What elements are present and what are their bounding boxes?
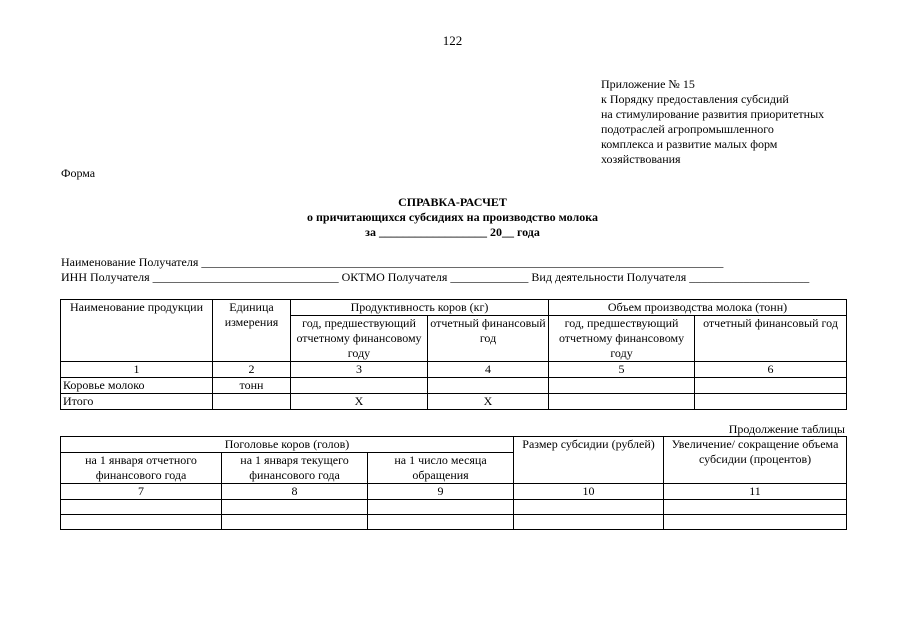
column-number: 3: [291, 362, 428, 378]
table-cell: [213, 394, 291, 410]
table-cell: тонн: [213, 378, 291, 394]
header-jan1-current-year: на 1 января текущего финансового года: [222, 453, 368, 484]
appendix-line: подотраслей агропромышленного: [601, 122, 774, 136]
column-number: 5: [549, 362, 695, 378]
column-number-row: [61, 362, 847, 378]
header-prev-year-volume: год, предшествующий отчетному финансовому году: [549, 316, 695, 362]
column-number: 4: [428, 362, 549, 378]
table-cell: [291, 378, 428, 394]
column-number: 11: [664, 484, 847, 500]
document-title: [0, 195, 905, 240]
header-first-of-month: на 1 число месяца обращения: [368, 453, 514, 484]
recipient-name-line: Наименование Получателя _______________________________________________________________________________________: [61, 255, 724, 269]
recipient-info: [61, 255, 809, 285]
title-line-3: за __________________ 20__ года: [365, 225, 540, 239]
header-prev-year-productivity: год, предшествующий отчетному финансовому году: [291, 316, 428, 362]
table-cell: [222, 515, 368, 530]
table-row: [61, 378, 847, 394]
column-number: 9: [368, 484, 514, 500]
title-line-1: СПРАВКА-РАСЧЕТ: [398, 195, 507, 209]
table-cell: [61, 500, 222, 515]
appendix-line: Приложение № 15: [601, 77, 695, 91]
table-continuation-label: Продолжение таблицы: [728, 422, 845, 436]
header-report-year-volume: отчетный финансовый год: [695, 316, 847, 362]
header-productivity: Продуктивность коров (кг): [291, 300, 549, 316]
table-cell: Коровье молоко: [61, 378, 213, 394]
table-cell: [695, 394, 847, 410]
column-number: 1: [61, 362, 213, 378]
milk-production-table: [60, 299, 847, 410]
header-subsidy-size: Размер субсидии (рублей): [514, 437, 664, 484]
appendix-line: на стимулирование развития приоритетных: [601, 107, 825, 121]
table-cell: [695, 378, 847, 394]
table-cell: [514, 500, 664, 515]
table-cell: [61, 515, 222, 530]
header-jan1-report-year: на 1 января отчетного финансового года: [61, 453, 222, 484]
header-subsidy-change: Увеличение/ сокращение объема субсидии (процентов): [664, 437, 847, 484]
table-cell: [549, 394, 695, 410]
table-cell: [549, 378, 695, 394]
table-row: [61, 394, 847, 410]
column-number-row: [61, 484, 847, 500]
table-row: [61, 515, 847, 530]
table-cell: [514, 515, 664, 530]
header-report-year-productivity: отчетный финансовый год: [428, 316, 549, 362]
table-cell: X: [428, 394, 549, 410]
appendix-line: хозяйствования: [601, 152, 681, 166]
table-cell: [664, 500, 847, 515]
column-number: 2: [213, 362, 291, 378]
title-line-2: о причитающихся субсидиях на производство молока: [307, 210, 598, 224]
table-cell: Итого: [61, 394, 213, 410]
page-number: 122: [442, 33, 463, 48]
table-cell: [664, 515, 847, 530]
table-cell: X: [291, 394, 428, 410]
header-volume: Объем производства молока (тонн): [549, 300, 847, 316]
column-number: 7: [61, 484, 222, 500]
form-label: Форма: [61, 166, 96, 180]
column-number: 8: [222, 484, 368, 500]
table-cell: [428, 378, 549, 394]
livestock-subsidy-table: [60, 436, 847, 530]
header-unit: Единица измерения: [213, 300, 291, 362]
column-number: 6: [695, 362, 847, 378]
table-cell: [222, 500, 368, 515]
appendix-note: [601, 77, 824, 167]
table-cell: [368, 500, 514, 515]
header-product: Наименование продукции: [61, 300, 213, 362]
appendix-line: к Порядку предоставления субсидий: [601, 92, 789, 106]
recipient-inn-line: ИНН Получателя _______________________________ ОКТМО Получателя _____________ Вид деятельности Получателя ____________________: [61, 270, 810, 284]
table-row: [61, 500, 847, 515]
column-number: 10: [514, 484, 664, 500]
table-cell: [368, 515, 514, 530]
appendix-line: комплекса и развитие малых форм: [601, 137, 778, 151]
header-livestock: Поголовье коров (голов): [61, 437, 514, 453]
